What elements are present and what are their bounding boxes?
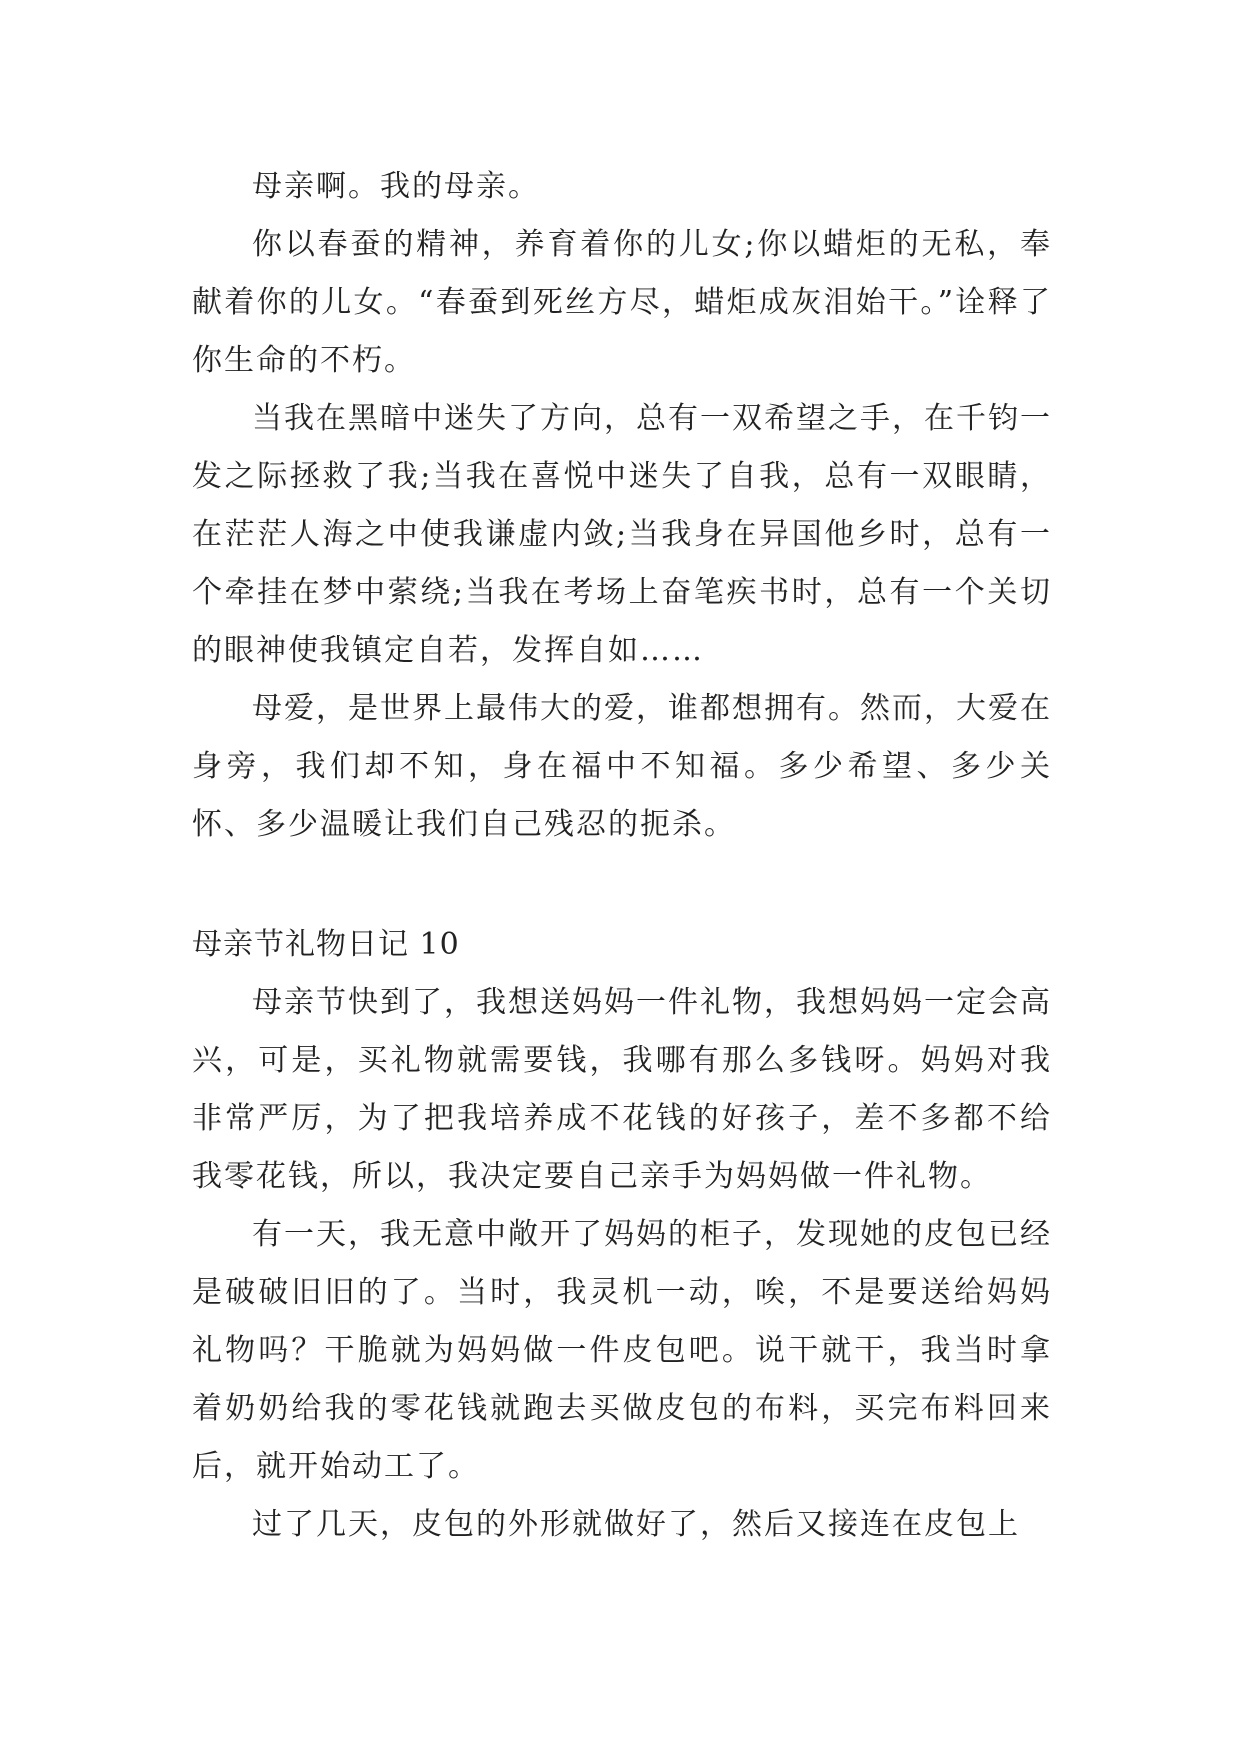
document-body <box>192 158 1052 1554</box>
section-title: 母亲节礼物日记 10 <box>192 927 460 962</box>
paragraph: 你以春蚕的精神，养育着你的儿女;你以蜡炬的无私，奉献着你的儿女。“春蚕到死丝方尽，蜡炬成灰泪始干。”诠释了你生命的不朽。 <box>192 227 1052 378</box>
section-spacer <box>192 854 1052 916</box>
paragraph: 母爱，是世界上最伟大的爱，谁都想拥有。然而，大爱在身旁，我们却不知，身在福中不知福。多少希望、多少关怀、多少温暖让我们自己残忍的扼杀。 <box>192 691 1052 842</box>
paragraph: 母亲节快到了，我想送妈妈一件礼物，我想妈妈一定会高兴，可是，买礼物就需要钱，我哪有那么多钱呀。妈妈对我非常严厉，为了把我培养成不花钱的好孩子，差不多都不给我零花钱，所以，我决定要自己亲手为妈妈做一件礼物。 <box>192 985 1052 1194</box>
paragraph: 当我在黑暗中迷失了方向，总有一双希望之手，在千钧一发之际拯救了我;当我在喜悦中迷失了自我，总有一双眼睛，在茫茫人海之中使我谦虚内敛;当我身在异国他乡时，总有一个牵挂在梦中萦绕;当我在考场上奋笔疾书时，总有一个关切的眼神使我镇定自若，发挥自如…… <box>192 401 1052 668</box>
paragraph: 过了几天，皮包的外形就做好了，然后又接连在皮包上 <box>252 1507 1020 1542</box>
paragraph: 有一天，我无意中敞开了妈妈的柜子，发现她的皮包已经是破破旧旧的了。当时，我灵机一动，唉，不是要送给妈妈礼物吗？干脆就为妈妈做一件皮包吧。说干就干，我当时拿着奶奶给我的零花钱就跑去买做皮包的布料，买完布料回来后，就开始动工了。 <box>192 1217 1052 1484</box>
paragraph: 母亲啊。我的母亲。 <box>252 169 540 204</box>
